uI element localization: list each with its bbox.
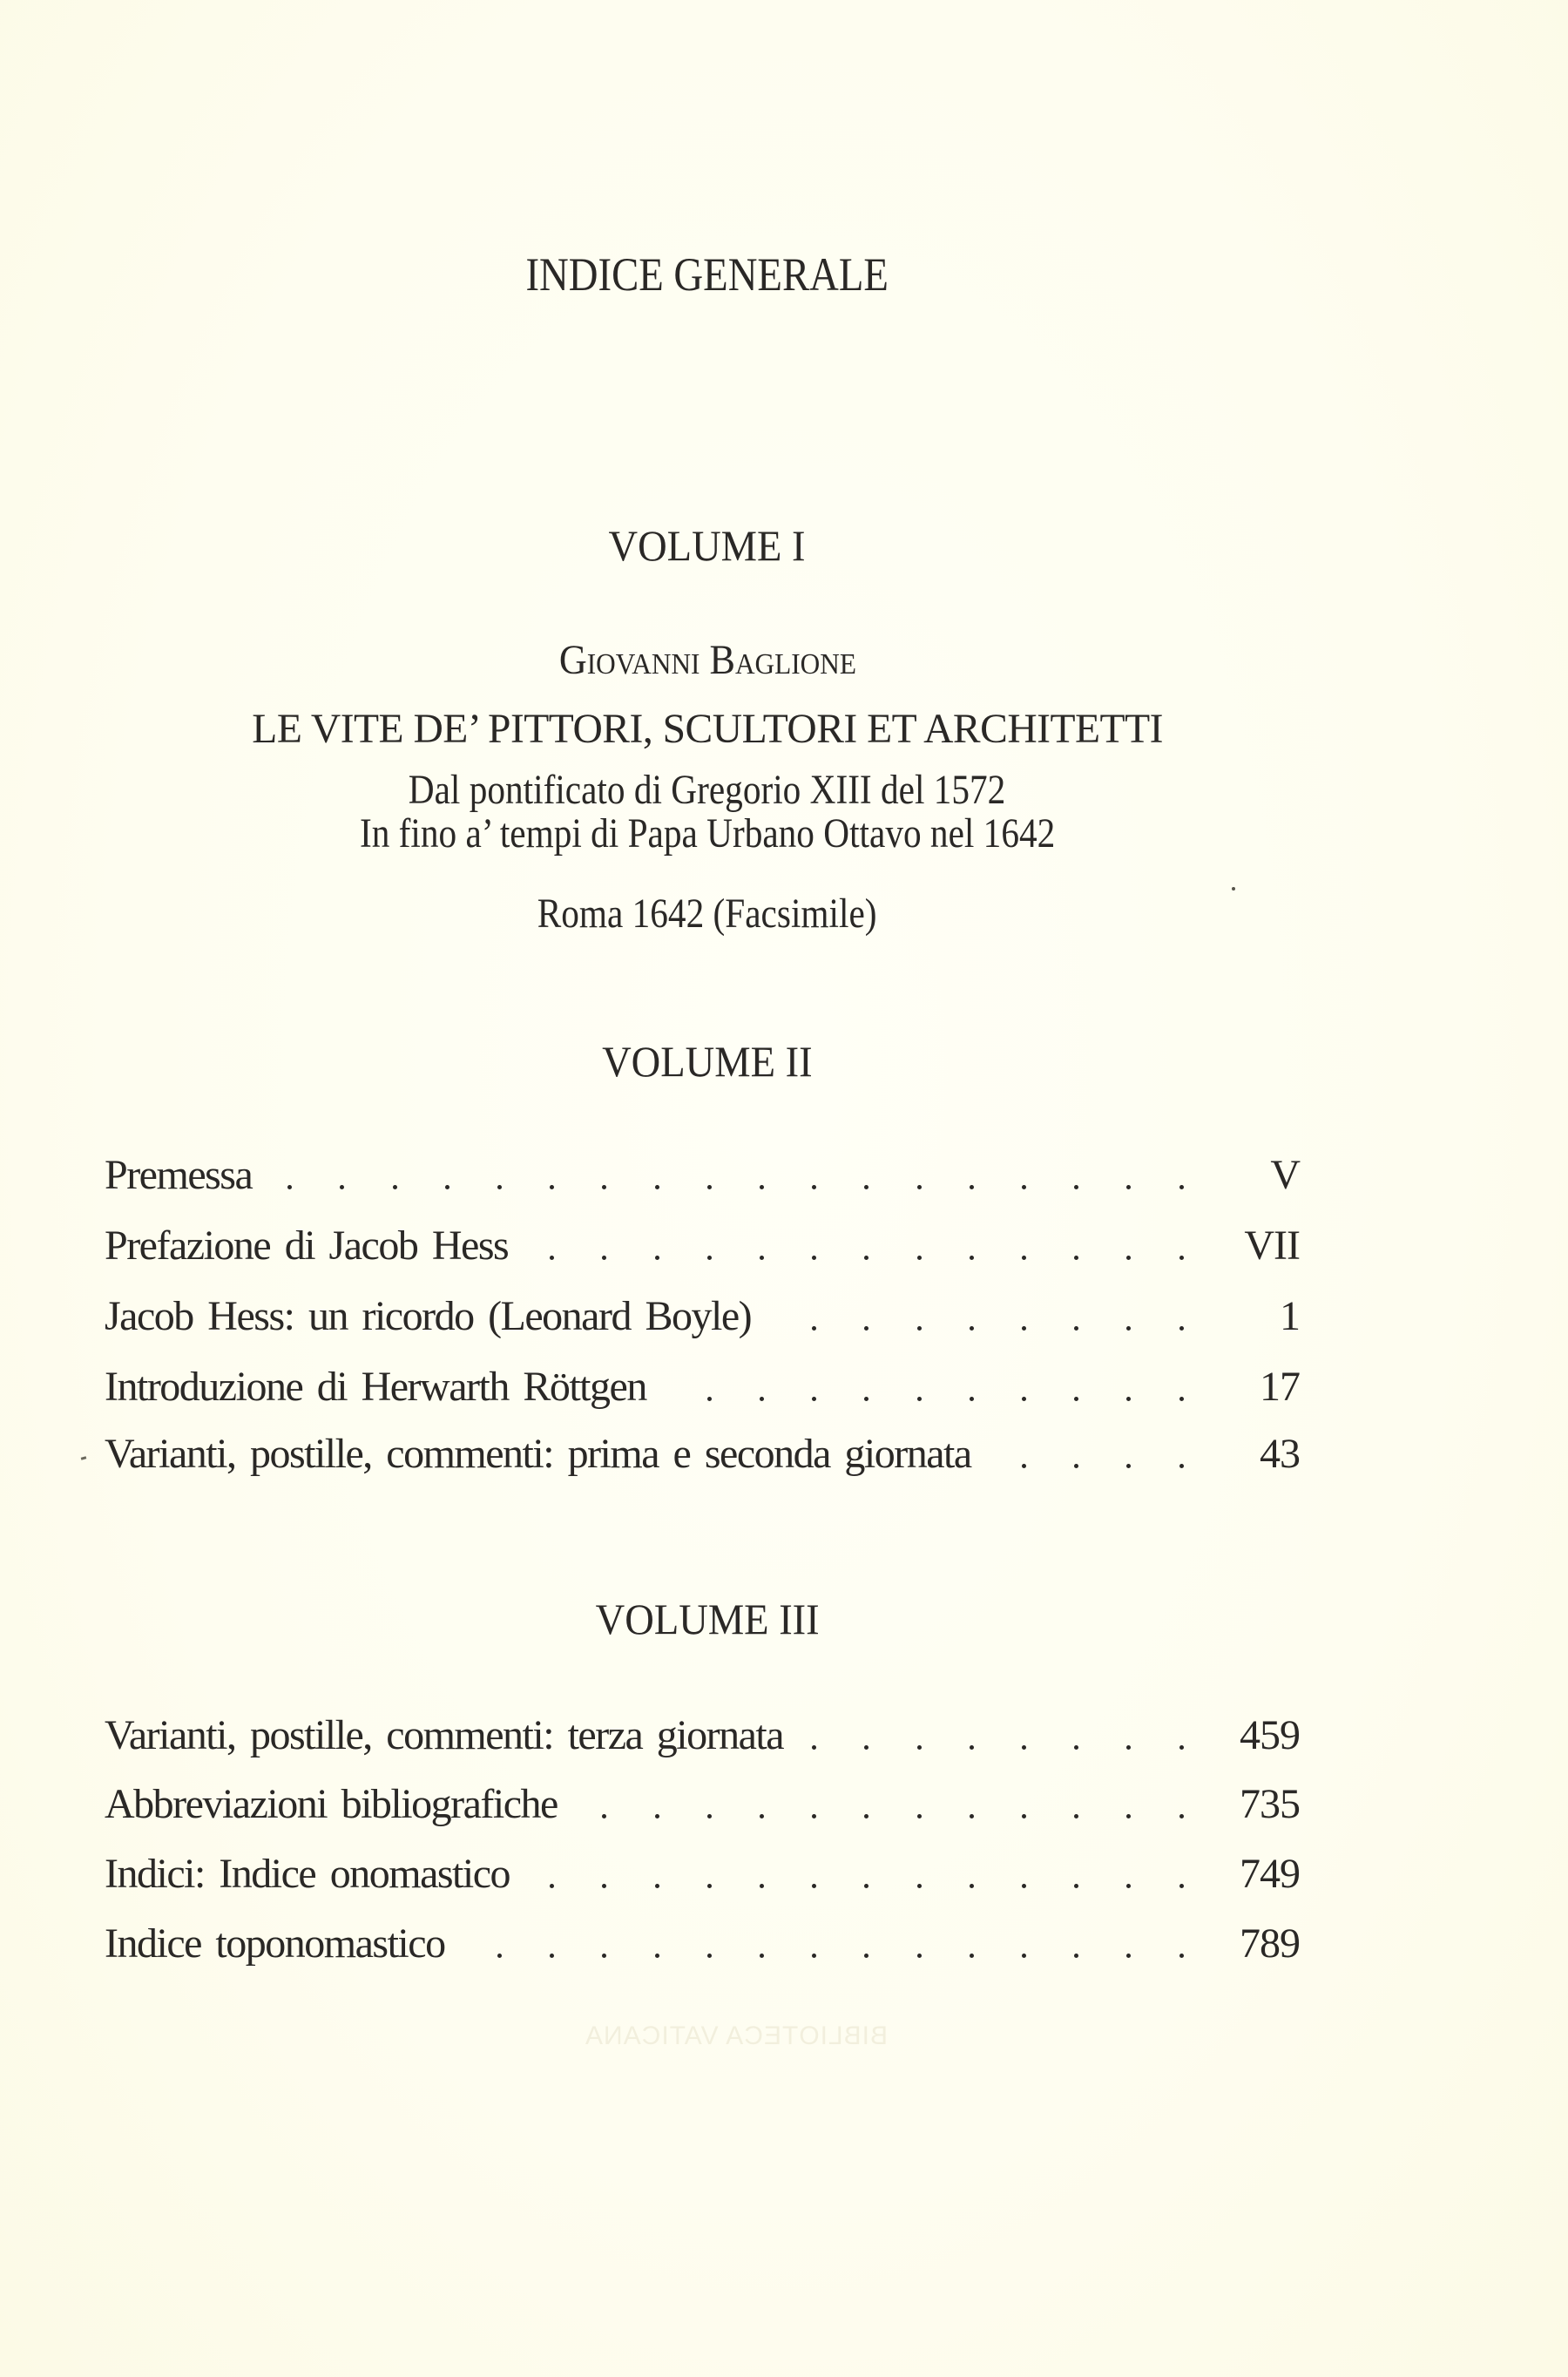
toc-leader-dots [105, 1781, 1307, 1827]
leader-dot [864, 1185, 868, 1189]
leader-dot [970, 1256, 974, 1260]
leader-dot [760, 1185, 764, 1189]
leader-dot [812, 1256, 816, 1260]
toc-leader-dots [105, 1853, 1307, 1895]
toc-entry-label: Abbreviazioni bibliografiche [105, 1781, 558, 1827]
toc-entry[interactable] [105, 1920, 1307, 1967]
leader-dot [550, 1884, 554, 1888]
toc-entry[interactable] [105, 1433, 1307, 1475]
leader-dot [1074, 1954, 1078, 1958]
leader-dot [812, 1745, 816, 1750]
toc-entry-page: 749 [1240, 1851, 1300, 1897]
toc-entry[interactable] [105, 1222, 1307, 1269]
leader-dot [1022, 1397, 1026, 1401]
leader-dot [1074, 1814, 1078, 1818]
leader-dot [1179, 1185, 1184, 1189]
toc-leader-dots [105, 1920, 1307, 1967]
volume-1-heading [0, 521, 1415, 570]
leader-dot [1179, 1464, 1184, 1468]
toc-leader-dots [105, 1433, 1307, 1475]
leader-dot [393, 1185, 397, 1189]
toc-entry[interactable] [105, 1781, 1307, 1827]
leader-dot [1179, 1884, 1184, 1888]
leader-dot [287, 1185, 292, 1189]
leader-dot [864, 1954, 868, 1958]
leader-dot [970, 1745, 974, 1750]
leader-dot [812, 1397, 816, 1401]
toc-entry-page: 17 [1260, 1364, 1300, 1410]
toc-entry-page: 1 [1280, 1293, 1300, 1339]
page-title [0, 248, 1415, 301]
leader-dot [1022, 1464, 1026, 1468]
leader-dot [760, 1256, 764, 1260]
leader-dot [497, 1954, 502, 1958]
leader-dot [1179, 1954, 1184, 1958]
leader-dot [760, 1954, 764, 1958]
toc-entry[interactable] [105, 1853, 1307, 1895]
toc-leader-dots [105, 1366, 1307, 1408]
toc-leader-dots [105, 1152, 1307, 1198]
paper-speck [1232, 887, 1235, 891]
leader-dot [970, 1326, 974, 1331]
leader-dot [602, 1185, 606, 1189]
leader-dot [655, 1814, 659, 1818]
leader-dot [917, 1397, 922, 1401]
volume-3-heading [0, 1597, 1415, 1641]
leader-dot [1126, 1326, 1131, 1331]
leader-dot [550, 1256, 554, 1260]
leader-dot [864, 1814, 868, 1818]
leader-dot [1022, 1814, 1026, 1818]
leader-dot [655, 1256, 659, 1260]
toc-entry-label: Premessa [105, 1152, 253, 1198]
volume-1-subtitle-line-1 [0, 769, 1415, 811]
volume-1-edition-text: Roma 1642 (Facsimile) [537, 891, 877, 937]
toc-entry-label: Indice toponomastico [105, 1920, 445, 1967]
volume-2-heading [0, 1037, 1415, 1086]
volume-1-edition [0, 893, 1415, 935]
toc-entry-label: Varianti, postille, commenti: prima e seconda giornata [105, 1431, 971, 1477]
leader-dot [707, 1814, 712, 1818]
toc-entry-label: Prefazione di Jacob Hess [105, 1222, 509, 1269]
toc-leader-dots [105, 1222, 1307, 1269]
toc-entry-page: V [1270, 1152, 1300, 1198]
leader-dot [1126, 1954, 1131, 1958]
volume-2-heading-text: VOLUME II [602, 1037, 813, 1086]
leader-dot [655, 1884, 659, 1888]
leader-dot [1074, 1326, 1078, 1331]
leader-dot [812, 1884, 816, 1888]
toc-entry-page: 735 [1240, 1781, 1300, 1827]
leader-dot [1179, 1397, 1184, 1401]
leader-dot [1126, 1256, 1131, 1260]
leader-dot [707, 1256, 712, 1260]
toc-entry-label: Indici: Indice onomastico [105, 1851, 510, 1897]
leader-dot [1074, 1464, 1078, 1468]
leader-dot [707, 1884, 712, 1888]
leader-dot [864, 1256, 868, 1260]
leader-dot [1126, 1745, 1131, 1750]
toc-entry-label: Jacob Hess: un ricordo (Leonard Boyle) [105, 1293, 752, 1339]
leader-dot [340, 1185, 344, 1189]
leader-dot [917, 1814, 922, 1818]
leader-dot [550, 1954, 554, 1958]
leader-dot [1179, 1814, 1184, 1818]
leader-dot [970, 1884, 974, 1888]
leader-dot [812, 1185, 816, 1189]
leader-dot [1074, 1745, 1078, 1750]
leader-dot [1126, 1884, 1131, 1888]
leader-dot [812, 1814, 816, 1818]
leader-dot [864, 1884, 868, 1888]
leader-dot [917, 1256, 922, 1260]
leader-dot [707, 1185, 712, 1189]
watermark-text: BIBLIOTECA VATICANA [585, 2021, 888, 2050]
leader-dot [1074, 1884, 1078, 1888]
toc-entry-page: 789 [1240, 1920, 1300, 1967]
leader-dot [760, 1814, 764, 1818]
volume-1-book-title [0, 708, 1415, 750]
leader-dot [1126, 1185, 1131, 1189]
leader-dot [1022, 1256, 1026, 1260]
toc-entry[interactable] [105, 1293, 1307, 1339]
leader-dot [1022, 1745, 1026, 1750]
leader-dot [970, 1397, 974, 1401]
volume-1-heading-text: VOLUME I [608, 521, 807, 570]
leader-dot [1074, 1397, 1078, 1401]
volume-1-subtitle-line-2 [0, 810, 1415, 857]
leader-dot [1022, 1954, 1026, 1958]
leader-dot [1126, 1464, 1131, 1468]
page-title-text: INDICE GENERALE [525, 248, 889, 301]
volume-1-author-text: Giovanni Baglione [558, 637, 856, 683]
toc-entry-label: Introduzione di Herwarth Röttgen [105, 1364, 646, 1410]
leader-dot [864, 1745, 868, 1750]
toc-entry[interactable] [105, 1712, 1307, 1758]
leader-dot [970, 1954, 974, 1958]
volume-1-author [0, 637, 1415, 683]
leader-dot [602, 1814, 606, 1818]
leader-dot [1126, 1397, 1131, 1401]
toc-entry-page: 459 [1240, 1712, 1300, 1758]
toc-leader-dots [105, 1293, 1307, 1339]
leader-dot [1074, 1256, 1078, 1260]
toc-entry[interactable] [105, 1366, 1307, 1408]
leader-dot [707, 1954, 712, 1958]
leader-dot [1179, 1326, 1184, 1331]
leader-dot [970, 1185, 974, 1189]
leader-dot [1022, 1185, 1026, 1189]
leader-dot [864, 1326, 868, 1331]
leader-dot [1179, 1745, 1184, 1750]
leader-dot [602, 1884, 606, 1888]
leader-dot [602, 1256, 606, 1260]
leader-dot [1126, 1814, 1131, 1818]
leader-dot [812, 1326, 816, 1331]
leader-dot [655, 1185, 659, 1189]
show-through-watermark [0, 2023, 1472, 2049]
leader-dot [760, 1397, 764, 1401]
leader-dot [970, 1814, 974, 1818]
toc-entry-page: 43 [1260, 1431, 1300, 1477]
volume-1-subtitle-line-2-text: In fino a’ tempi di Papa Urbano Ottavo nel 1642 [359, 810, 1056, 857]
leader-dot [917, 1326, 922, 1331]
leader-dot [497, 1185, 502, 1189]
leader-dot [1179, 1256, 1184, 1260]
stray-ink-mark [81, 1456, 87, 1459]
leader-dot [550, 1185, 554, 1189]
leader-dot [655, 1954, 659, 1958]
leader-dot [864, 1397, 868, 1401]
leader-dot [760, 1884, 764, 1888]
leader-dot [1022, 1884, 1026, 1888]
toc-entry-page: VII [1244, 1222, 1300, 1269]
volume-1-subtitle-line-1-text: Dal pontificato di Gregorio XIII del 1572 [409, 767, 1006, 813]
volume-3-heading-text: VOLUME III [595, 1595, 820, 1643]
leader-dot [1022, 1326, 1026, 1331]
leader-dot [917, 1954, 922, 1958]
volume-1-book-title-text: LE VITE DE’ PITTORI, SCULTORI ET ARCHITETTI [252, 706, 1163, 752]
leader-dot [812, 1954, 816, 1958]
leader-dot [707, 1397, 712, 1401]
leader-dot [917, 1745, 922, 1750]
toc-entry-label: Varianti, postille, commenti: terza giornata [105, 1712, 784, 1758]
toc-leader-dots [105, 1712, 1307, 1758]
leader-dot [445, 1185, 449, 1189]
toc-entry[interactable] [105, 1152, 1307, 1198]
leader-dot [917, 1884, 922, 1888]
leader-dot [1074, 1185, 1078, 1189]
leader-dot [917, 1185, 922, 1189]
leader-dot [602, 1954, 606, 1958]
